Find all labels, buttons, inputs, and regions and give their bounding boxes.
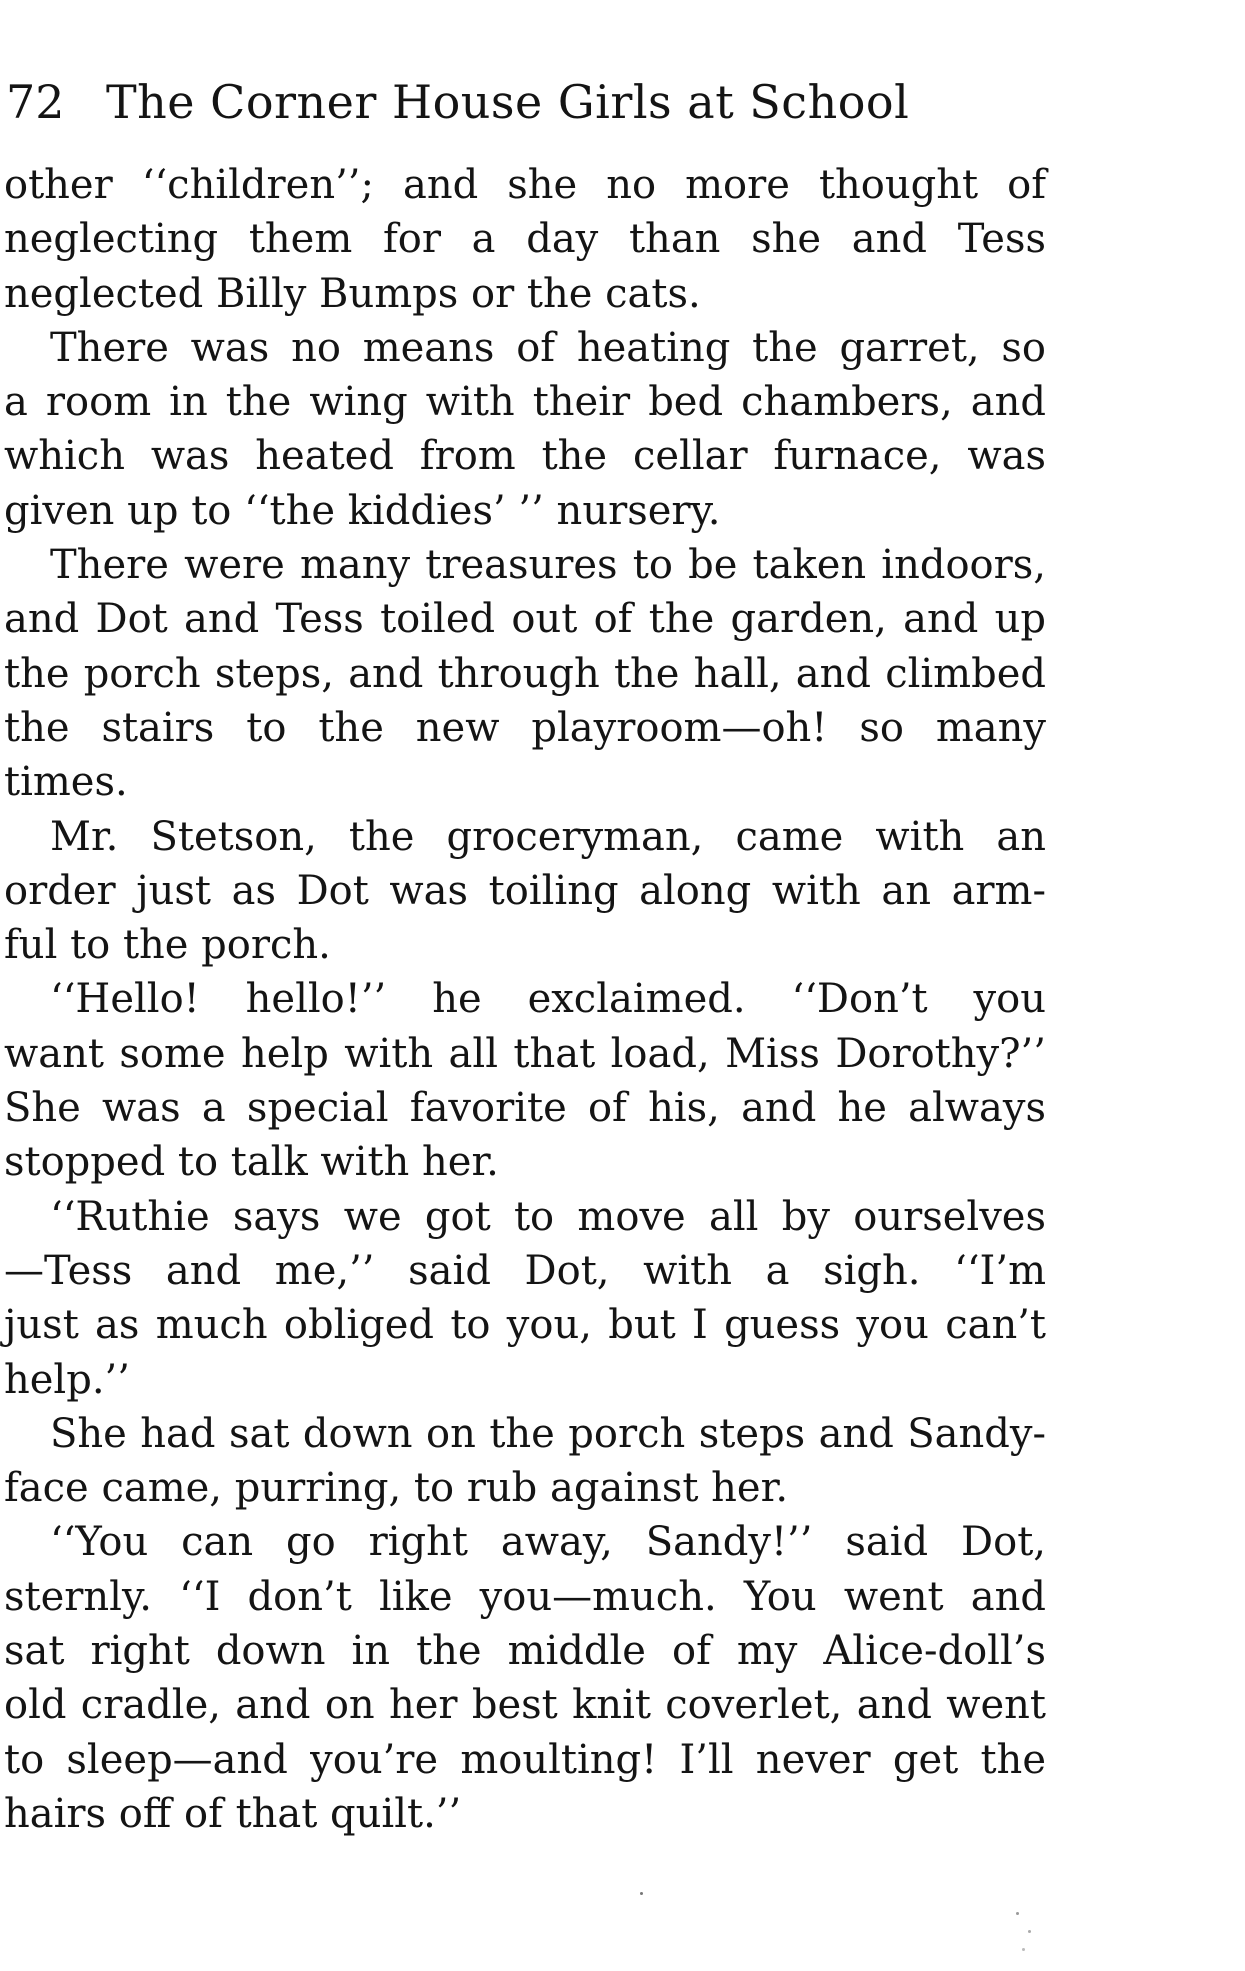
text-line: She had sat down on the porch steps and Sandy-	[50, 1410, 1046, 1457]
page-number: 72	[6, 75, 65, 129]
text-line: to sleep—and you’re moulting! I’ll never get the	[4, 1736, 1046, 1783]
running-head	[6, 72, 909, 132]
scan-speck	[1028, 1930, 1031, 1933]
text-line: just as much obliged to you, but I guess you can’t	[4, 1302, 1046, 1349]
text-line: and Dot and Tess toiled out of the garden, and up	[4, 596, 1046, 643]
text-line: She was a special favorite of his, and he always	[4, 1085, 1046, 1132]
text-line: hairs off of that quilt.’’	[4, 1790, 462, 1837]
text-line: times.	[4, 759, 128, 806]
text-line: neglecting them for a day than she and Tess	[4, 216, 1046, 263]
text-line: old cradle, and on her best knit coverlet, and went	[4, 1682, 1046, 1729]
text-line: ‘‘Ruthie says we got to move all by ourselves	[50, 1193, 1046, 1240]
scan-speck	[1022, 1948, 1025, 1951]
text-line: the stairs to the new playroom—oh! so many	[4, 704, 1046, 751]
text-line: There were many treasures to be taken indoors,	[50, 542, 1046, 589]
text-line: —Tess and me,’’ said Dot, with a sigh. ‘‘I’m	[4, 1247, 1046, 1294]
text-line: help.’’	[4, 1356, 130, 1403]
text-line: order just as Dot was toiling along with an arm-	[4, 867, 1046, 914]
text-line: sat right down in the middle of my Alice-doll’s	[4, 1628, 1046, 1675]
text-line: ‘‘You can go right away, Sandy!’’ said Dot,	[50, 1519, 1046, 1566]
text-line: Mr. Stetson, the groceryman, came with an	[50, 813, 1046, 860]
book-title: The Corner House Girls at School	[106, 75, 910, 129]
text-line: face came, purring, to rub against her.	[4, 1465, 789, 1512]
text-line: the porch steps, and through the hall, and climbed	[4, 650, 1046, 697]
scan-speck	[1016, 1912, 1019, 1915]
scan-speck	[640, 1892, 643, 1895]
text-line: There was no means of heating the garret, so	[50, 324, 1046, 371]
text-line: ‘‘Hello! hello!’’ he exclaimed. ‘‘Don’t you	[50, 976, 1046, 1023]
body-text	[4, 158, 1046, 1841]
text-line: ful to the porch.	[4, 922, 331, 969]
text-line: neglected Billy Bumps or the cats.	[4, 270, 701, 317]
text-line: stopped to talk with her.	[4, 1139, 499, 1186]
text-line: given up to ‘‘the kiddies’ ’’ nursery.	[4, 487, 721, 534]
text-line: sternly. ‘‘I don’t like you—much. You went and	[4, 1573, 1046, 1620]
text-line: other ‘‘children’’; and she no more thought of	[4, 162, 1046, 208]
text-line: a room in the wing with their bed chambers, and	[4, 379, 1046, 426]
text-line: which was heated from the cellar furnace, was	[4, 433, 1046, 480]
text-line: want some help with all that load, Miss Dorothy?’’	[4, 1030, 1046, 1077]
